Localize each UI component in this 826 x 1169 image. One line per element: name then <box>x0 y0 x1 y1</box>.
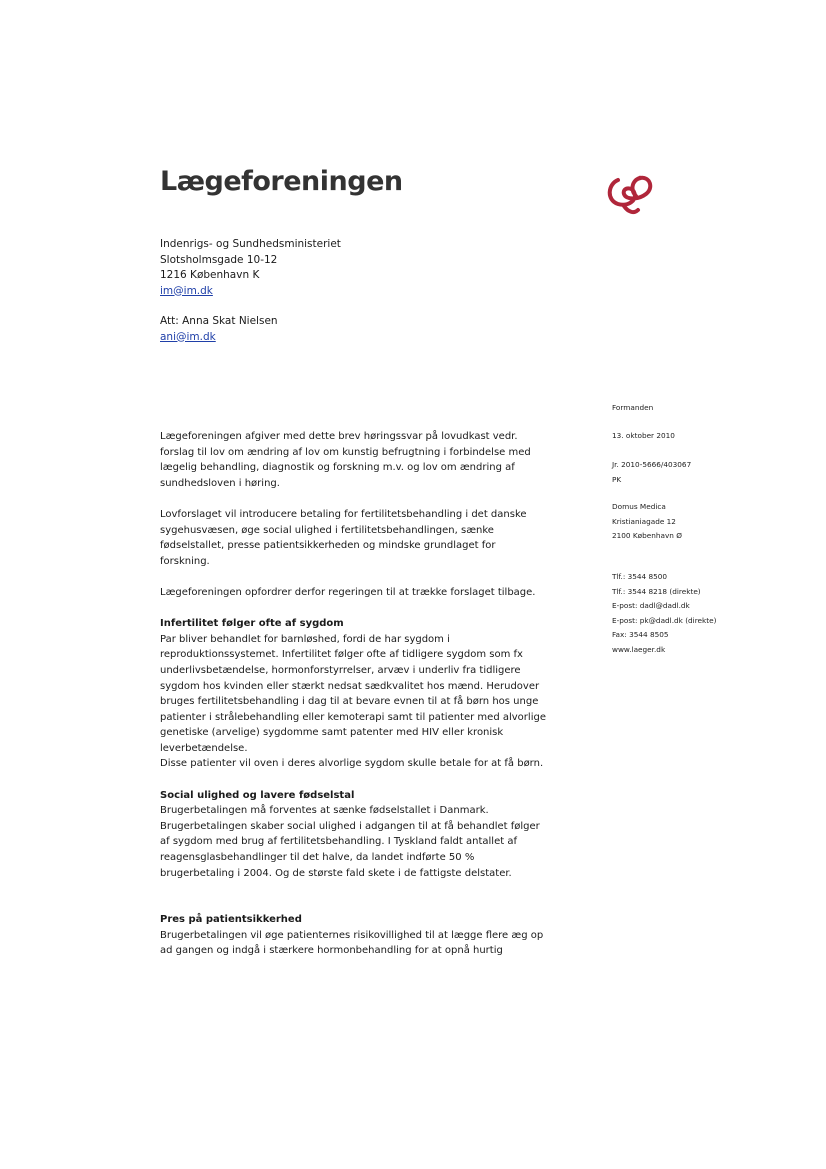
letter-body <box>160 429 570 975</box>
text-line: Disse patienter vil oven i deres alvorlige sygdom skulle betale for at få børn. <box>160 758 544 770</box>
website-link[interactable]: www.laeger.dk <box>612 644 666 654</box>
reference-line: PK <box>612 474 622 484</box>
text-line: patienter i strålebehandling eller kemoterapi samt til patienter med alvorlige <box>160 711 546 723</box>
section-social-inequality <box>160 788 570 882</box>
snake-staff-icon <box>604 170 656 216</box>
contact-line: E-post: dadl@dadl.dk <box>612 601 690 610</box>
sidebar-reference <box>612 458 691 487</box>
section-heading: Pres på patientsikkerhed <box>160 914 302 926</box>
text-line: Brugerbetalingen må forventes at sænke fødselstallet i Danmark. <box>160 805 489 817</box>
text-line: forskning. <box>160 555 210 567</box>
recipient-address <box>160 237 341 299</box>
text-line: af sygdom med brug af fertilitetsbehandling. I Tyskland faldt antallet af <box>160 836 517 848</box>
text-line: ad gangen og indgå i stærkere hormonbehandling for at opnå hurtig <box>160 945 503 957</box>
text-line: Lægeforeningen afgiver med dette brev høringssvar på lovudkast vedr. <box>160 431 518 442</box>
text-line: reagensglasbehandlinger til det halve, da landet indførte 50 % <box>160 852 475 864</box>
recipient-email-link[interactable]: im@im.dk <box>160 284 213 297</box>
section-infertility <box>160 616 570 772</box>
text-line: fødselstallet, presse patientsikkerheden og mindske grundlaget for <box>160 540 496 552</box>
reference-line: Jr. 2010-5666/403067 <box>612 460 692 469</box>
attention-block <box>160 314 278 345</box>
text-line: lægelig behandling, diagnostik og forskning m.v. og lov om ændring af <box>160 462 515 474</box>
address-line: Kristianiagade 12 <box>612 516 676 526</box>
recipient-line: 1216 København K <box>160 269 260 281</box>
text-line: sygehusvæsen, øge social ulighed i fertilitetsbehandlingen, sænke <box>160 524 494 536</box>
text-line: underlivsbetændelse, hormonforstyrrelser, arvæv i underliv fra tidligere <box>160 664 521 676</box>
text-line: Brugerbetalingen skaber social ulighed i adgangen til at få behandlet følger <box>160 820 540 832</box>
contact-line: Fax: 3544 8505 <box>612 630 669 639</box>
organization-name: Lægeforeningen <box>160 166 403 197</box>
address-line: Domus Medica <box>612 502 666 511</box>
intro-paragraph <box>160 429 570 491</box>
text-line: leverbetændelse. <box>160 742 248 754</box>
sidebar-date: 13. oktober 2010 <box>612 431 675 440</box>
request-paragraph <box>160 585 570 601</box>
recipient-line: Indenrigs- og Sundhedsministeriet <box>160 238 341 250</box>
summary-paragraph <box>160 507 570 569</box>
text-line: Lægeforeningen opfordrer derfor regeringen til at trække forslaget tilbage. <box>160 586 536 598</box>
text-line: Brugerbetalingen vil øge patienternes risikovillighed til at lægge flere æg op <box>160 929 544 941</box>
sidebar-role: Formanden <box>612 403 654 412</box>
contact-line: Tlf.: 3544 8218 (direkte) <box>612 586 701 596</box>
sidebar-contact <box>612 570 716 657</box>
attention-email-link[interactable]: ani@im.dk <box>160 330 216 343</box>
section-heading: Social ulighed og lavere fødselstal <box>160 789 355 801</box>
text-line: Lovforslaget vil introducere betaling for fertilitetsbehandling i det danske <box>160 508 527 520</box>
text-line: sundhedsloven i høring. <box>160 477 280 489</box>
text-line: sygdom hos kvinden eller stærkt nedsat sædkvalitet hos mænd. Herudover <box>160 680 540 692</box>
text-line: brugerbetaling i 2004. Og de største fald skete i de fattigste delstater. <box>160 867 512 879</box>
text-line: genetiske (arvelige) sygdomme samt patenter med HIV eller kronisk <box>160 727 504 739</box>
recipient-line: Slotsholmsgade 10-12 <box>160 253 278 266</box>
section-heading: Infertilitet følger ofte af sygdom <box>160 618 344 630</box>
address-line: 2100 København Ø <box>612 531 682 540</box>
section-patient-safety <box>160 912 570 959</box>
contact-line: Tlf.: 3544 8500 <box>612 572 668 581</box>
text-line: bruges fertilitetsbehandling i dag til at bevare evnen til at få børn hos unge <box>160 696 539 708</box>
text-line: Par bliver behandlet for barnløshed, fordi de har sygdom i <box>160 633 450 645</box>
text-line: reproduktionssystemet. Infertilitet følger ofte af tidligere sygdom som fx <box>160 649 523 661</box>
text-line: forslag til lov om ændring af lov om kunstig befrugtning i forbindelse med <box>160 446 531 458</box>
sidebar-address <box>612 500 682 544</box>
contact-line: E-post: pk@dadl.dk (direkte) <box>612 615 717 625</box>
attention-line: Att: Anna Skat Nielsen <box>160 315 278 327</box>
